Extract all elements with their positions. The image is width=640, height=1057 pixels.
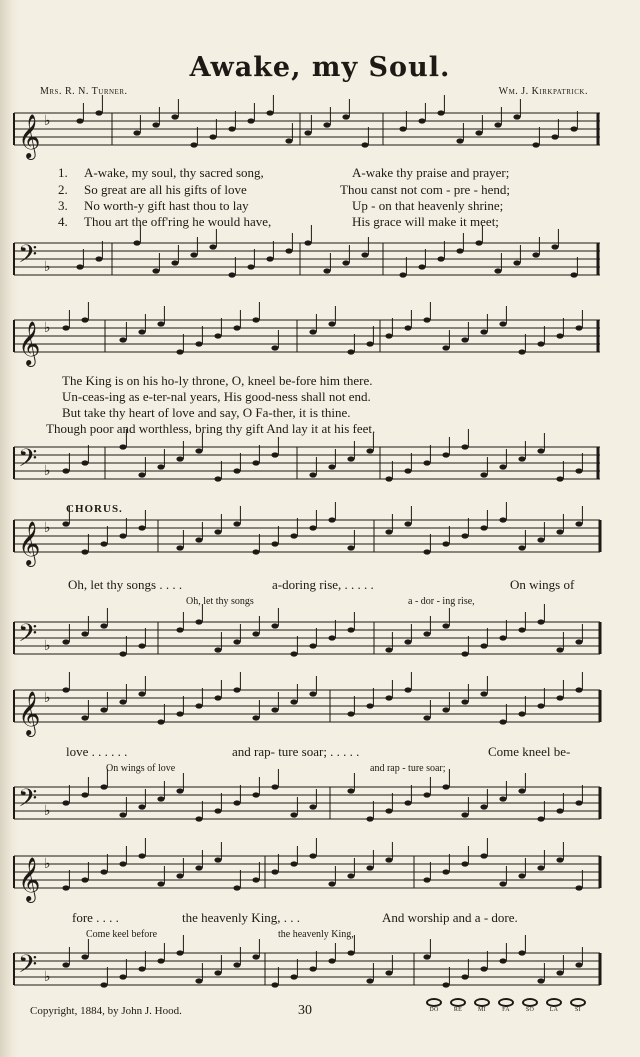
verse-4-line-b: His grace will make it meet; (352, 214, 499, 229)
svg-text:♭: ♭ (44, 463, 51, 479)
staff-7 (0, 680, 640, 735)
svg-text:𝄞: 𝄞 (18, 114, 41, 158)
svg-text:♭: ♭ (44, 856, 51, 872)
system2-lyric-4: Though poor and worthless, bring thy gift And lay it at his feet. (46, 421, 376, 436)
chorus-1-top-a: Oh, let thy songs . . . . (68, 577, 183, 592)
verse-2-number: 2. (58, 182, 68, 197)
copyright-notice: Copyright, 1884, by John J. Hood. (30, 1005, 182, 1017)
chorus-3-top-b: the heavenly King, . . . (182, 910, 301, 925)
chorus-3-top-a: fore . . . . (72, 910, 119, 925)
svg-text:♭: ♭ (44, 690, 51, 706)
verse-1-number: 1. (58, 165, 68, 180)
svg-text:♭: ♭ (44, 638, 51, 654)
chorus-1-top-c: On wings of (510, 577, 575, 592)
verse-3-line-b: Up - on that heavenly shrine; (352, 198, 504, 213)
solfa-la: LA (544, 998, 564, 1013)
chorus-3-bass-b: the heavenly King, (278, 929, 354, 940)
chorus-1-top-b: a-doring rise, . . . . . (272, 577, 374, 592)
svg-text:𝄢: 𝄢 (18, 784, 38, 819)
staff-1 (0, 103, 640, 158)
svg-text:♭: ♭ (44, 113, 51, 129)
staff-10 (0, 943, 640, 995)
svg-text:♭: ♭ (44, 520, 51, 536)
system2-lyric-3: But take thy heart of love and say, O Fa-ther, it is thine. (62, 405, 351, 420)
solfa-si: SI (568, 998, 588, 1013)
svg-text:♭: ♭ (44, 969, 51, 985)
svg-text:𝄢: 𝄢 (18, 240, 38, 275)
verse-4-number: 4. (58, 214, 68, 229)
chorus-2-bass-b: and rap - ture soar; (370, 763, 446, 774)
svg-text:𝄞: 𝄞 (18, 321, 41, 365)
verse-3-number: 3. (58, 198, 68, 213)
solfa-mi: MI (472, 998, 492, 1013)
staff-9 (0, 846, 640, 901)
chorus-1-bass-b: a - dor - ing rise, (408, 596, 475, 607)
svg-text:♭: ♭ (44, 803, 51, 819)
solfa-so: SO (520, 998, 540, 1013)
solfa-do: DO (424, 998, 444, 1013)
staff-2 (0, 233, 640, 285)
svg-text:♭: ♭ (44, 259, 51, 275)
verse-2-line-a: So great are all his gifts of love (84, 182, 247, 197)
lyricist-credit: Mrs. R. N. Turner. (40, 86, 128, 97)
svg-text:𝄢: 𝄢 (18, 619, 38, 654)
staff-5 (0, 510, 640, 565)
chorus-1-bass-a: Oh, let thy songs (186, 596, 254, 607)
staff-3 (0, 310, 640, 365)
svg-text:𝄢: 𝄢 (18, 950, 38, 985)
svg-text:𝄢: 𝄢 (18, 444, 38, 479)
system2-lyric-1: The King is on his ho-ly throne, O, kneel be-fore him there. (62, 373, 373, 388)
chorus-2-top-c: Come kneel be- (488, 744, 571, 759)
chorus-2-bass-a: On wings of love (106, 763, 176, 774)
verse-3-line-a: No worth-y gift hast thou to lay (84, 198, 249, 213)
verse-1-line-a: A-wake, my soul, thy sacred song, (84, 165, 264, 180)
chorus-label: CHORUS. (66, 503, 123, 515)
page-number: 30 (298, 1003, 312, 1018)
svg-text:𝄞: 𝄞 (18, 857, 41, 901)
staff-8 (0, 777, 640, 829)
composer-credit: Wm. J. Kirkpatrick. (498, 86, 588, 97)
verse-1-line-b: A-wake thy praise and prayer; (352, 165, 510, 180)
chorus-2-top-a: love . . . . . . (66, 744, 128, 759)
system2-lyric-2: Un-ceas-ing as e-ter-nal years, His good-ness shall not end. (62, 389, 371, 404)
staff-6 (0, 612, 640, 664)
solfa-legend (424, 998, 588, 1013)
svg-text:𝄞: 𝄞 (18, 521, 41, 565)
verse-2-line-b: Thou canst not com - pre - hend; (340, 182, 511, 197)
staff-4 (0, 437, 640, 489)
chorus-3-top-c: And worship and a - dore. (382, 910, 518, 925)
verse-4-line-a: Thou art the off'ring he would have, (84, 214, 272, 229)
svg-text:♭: ♭ (44, 320, 51, 336)
solfa-re: RE (448, 998, 468, 1013)
solfa-fa: FA (496, 998, 516, 1013)
svg-text:𝄞: 𝄞 (18, 691, 41, 735)
chorus-2-top-b: and rap- ture soar; . . . . . (232, 744, 360, 759)
chorus-3-bass-a: Come keel before (86, 929, 158, 940)
hymn-title: Awake, my Soul. (189, 52, 451, 83)
